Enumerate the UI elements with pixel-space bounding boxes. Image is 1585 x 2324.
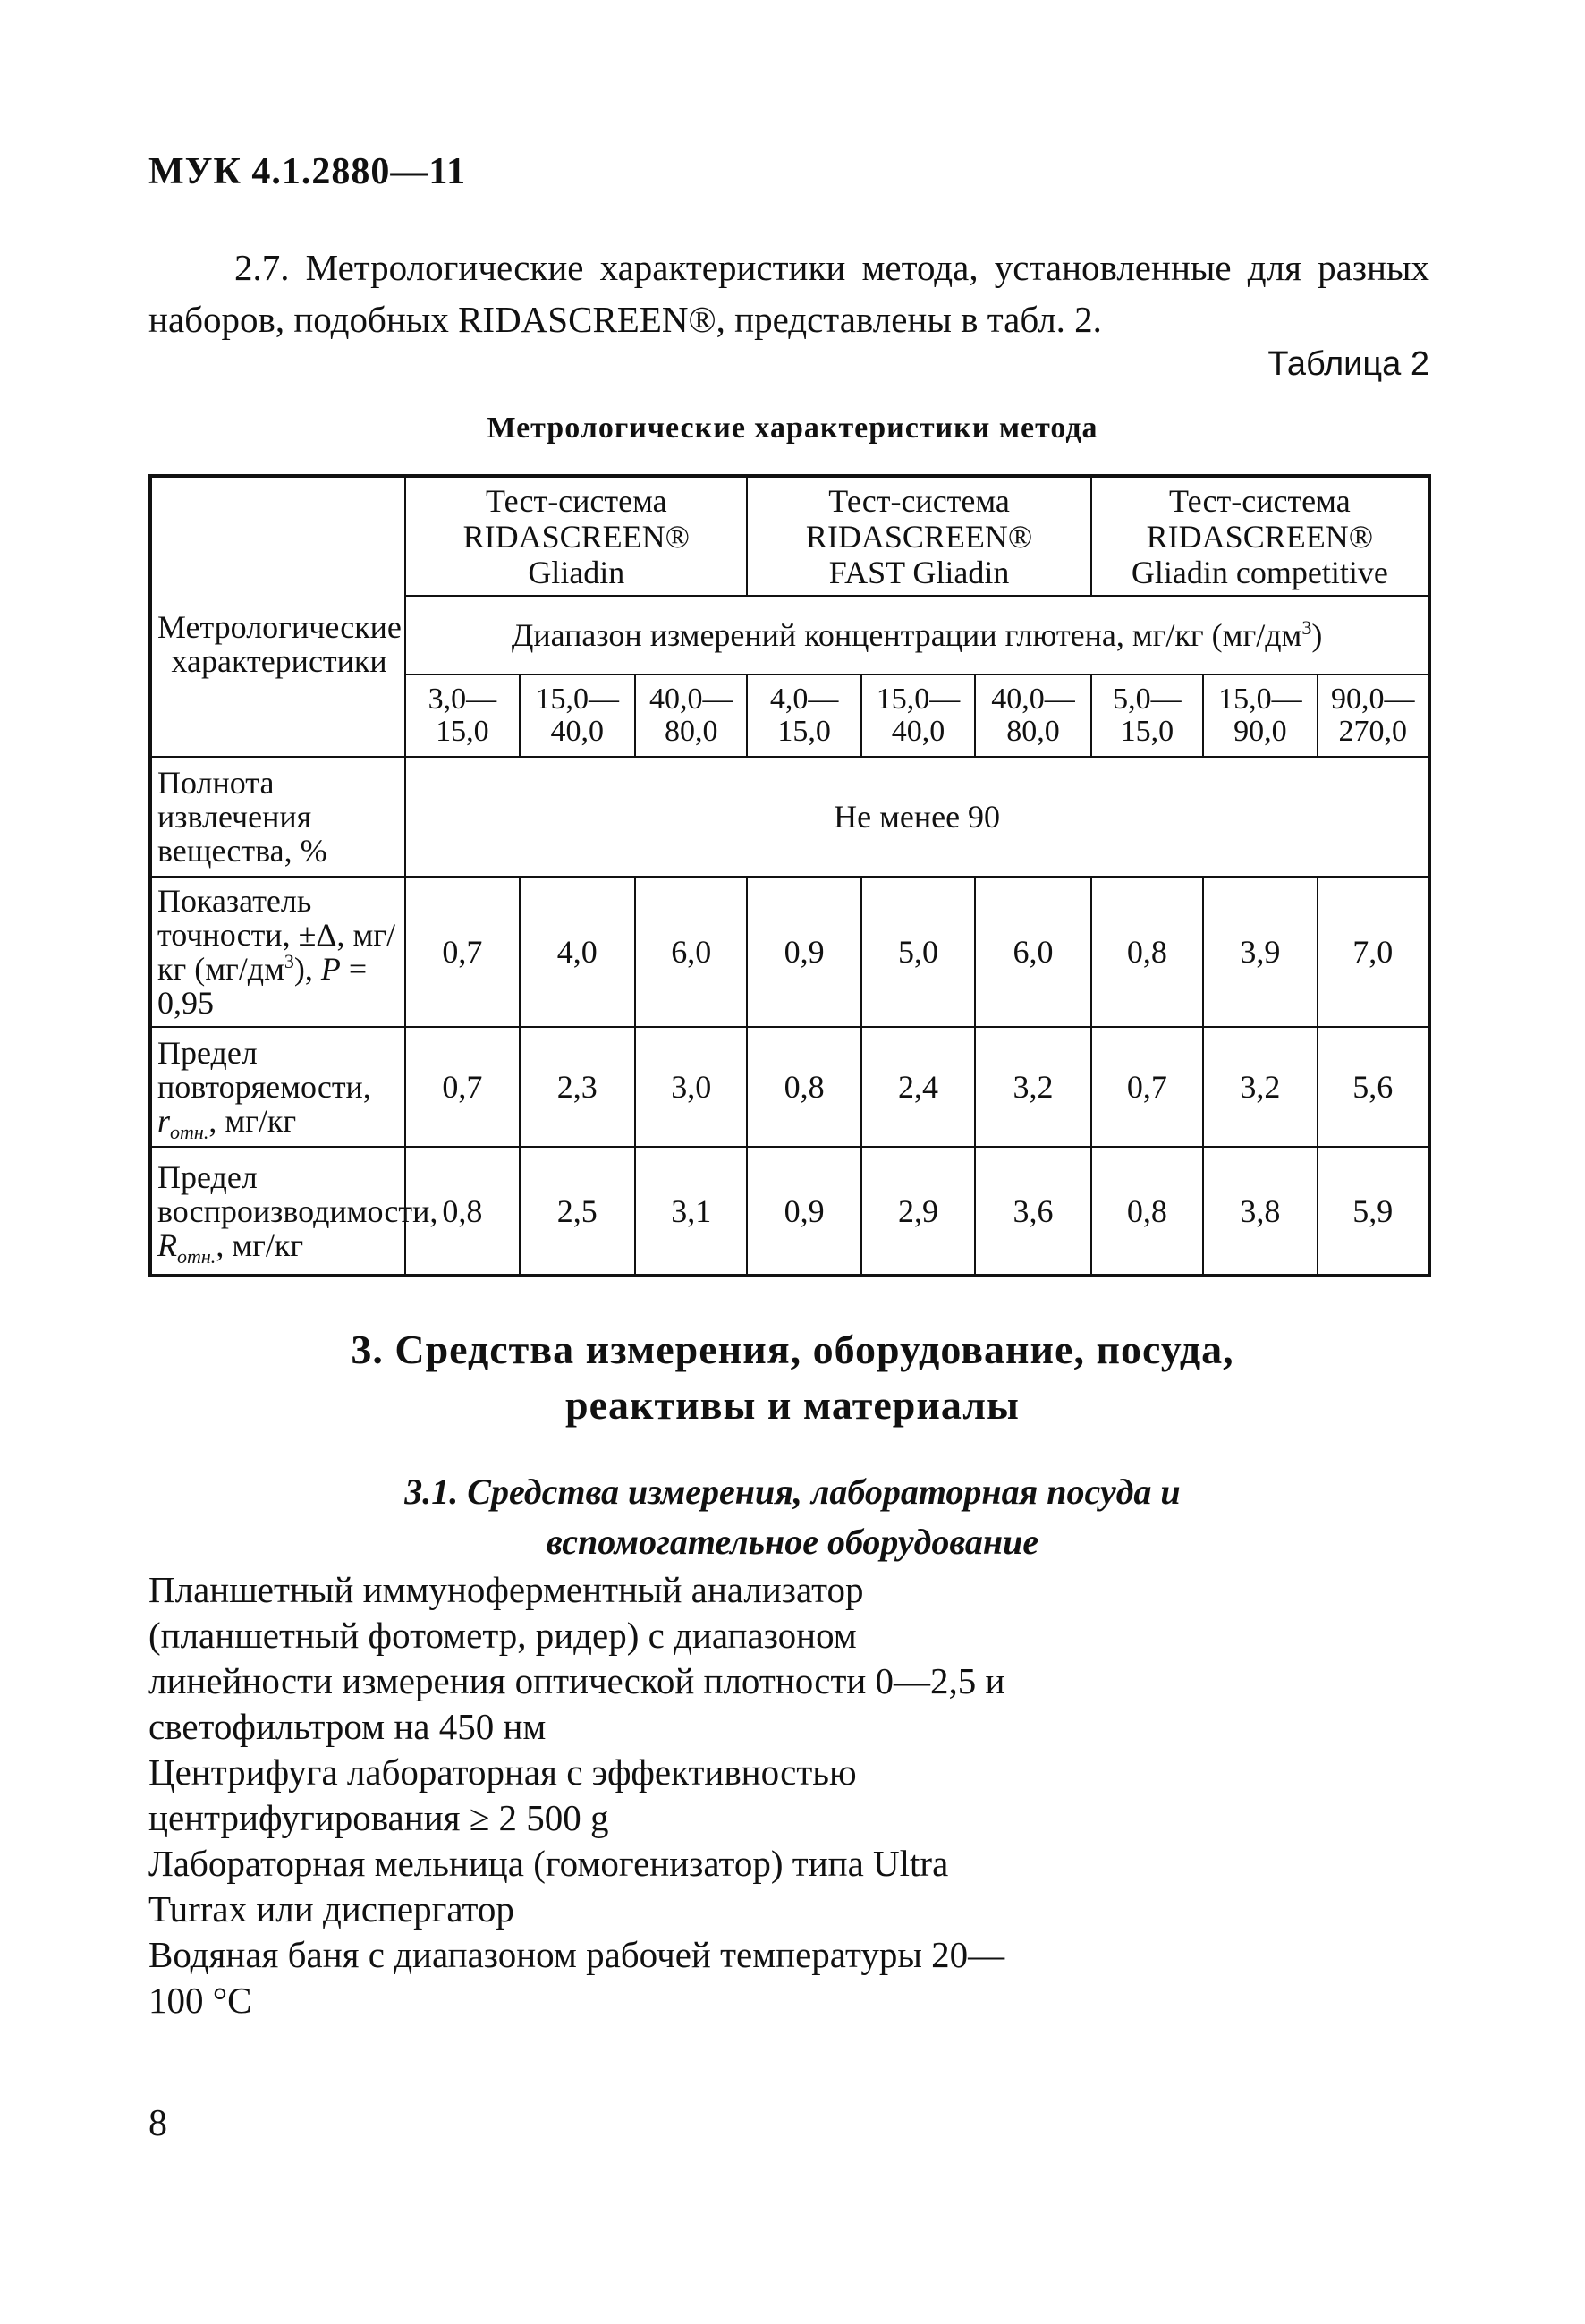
range-to: 40,0 [550, 715, 605, 748]
accuracy-label-a: Показатель точности, ±Δ, мг/кг (мг/дм [157, 883, 396, 987]
recovery-merged-value: Не менее 90 [405, 757, 1429, 877]
accuracy-label-p: P [320, 951, 341, 987]
row-label-recovery: Полнота извлечения вещества, % [150, 757, 405, 877]
table-cell: 0,7 [405, 877, 519, 1027]
reproducibility-label-sub: отн. [177, 1244, 216, 1268]
range-from: 5,0— [1113, 683, 1182, 716]
table-cell: 5,9 [1318, 1147, 1429, 1276]
table-cell: 6,0 [635, 877, 747, 1027]
table-cell: 0,8 [1091, 1147, 1203, 1276]
table-number-label: Таблица 2 [1267, 345, 1429, 383]
system-1-line3: Gliadin [528, 554, 625, 590]
list-item: Центрифуга лабораторная с эффективностью центрифугирования ≥ 2 500 g [148, 1751, 857, 1838]
accuracy-label-sup: 3 [284, 950, 294, 972]
range-to: 15,0 [777, 715, 831, 748]
range-cell [1203, 674, 1317, 757]
table-cell: 3,9 [1203, 877, 1317, 1027]
range-to: 15,0 [436, 715, 489, 748]
system-3-line3: Gliadin competitive [1131, 554, 1388, 590]
accuracy-label-c: = 0,95 [157, 951, 368, 1021]
table-cell: 2,3 [520, 1027, 635, 1147]
table-cell: 0,9 [747, 877, 860, 1027]
range-cell [635, 674, 747, 757]
table-cell: 2,4 [861, 1027, 975, 1147]
range-from: 3,0— [428, 683, 497, 716]
range-to: 15,0 [1120, 715, 1174, 748]
range-from: 4,0— [769, 683, 839, 716]
table-row-recovery [150, 757, 1429, 877]
range-from: 90,0— [1331, 683, 1415, 716]
reproducibility-label-a: Предел воспроизводимости, [157, 1158, 438, 1229]
system-2-line3: FAST Gliadin [828, 554, 1010, 590]
table-cell: 0,9 [747, 1147, 860, 1276]
range-from: 15,0— [1218, 683, 1302, 716]
range-to: 270,0 [1338, 715, 1407, 748]
system-3-line2: RIDASCREEN® [1146, 518, 1374, 555]
table-cell: 0,7 [405, 1027, 519, 1147]
document-code-header: МУК 4.1.2880—11 [148, 151, 467, 192]
table-row-repeatability [150, 1027, 1429, 1147]
list-item: Лабораторная мельница (гомогенизатор) типа Ultra Turrax или диспергатор [148, 1843, 949, 1930]
system-1-line2: RIDASCREEN® [462, 518, 690, 555]
subsection-3-1-title-text: 3.1. Средства измерения, лабораторная посуда и вспомогательное оборудование [404, 1472, 1181, 1562]
system-header-3 [1091, 476, 1429, 596]
table-title: Метрологические характеристики метода [487, 411, 1098, 445]
table-cell: 3,2 [1203, 1027, 1317, 1147]
table-cell: 3,2 [975, 1027, 1090, 1147]
system-1-line1: Тест-система [485, 482, 667, 519]
table-cell: 5,0 [861, 877, 975, 1027]
table-cell: 0,8 [405, 1147, 519, 1276]
section-3-title-text: 3. Средства измерения, оборудование, посуда, реактивы и материалы [351, 1327, 1234, 1428]
page-number: 8 [148, 2103, 167, 2144]
table-cell: 7,0 [1318, 877, 1429, 1027]
row-label-reproducibility [150, 1147, 438, 1276]
range-cell [520, 674, 635, 757]
table-cell: 2,5 [520, 1147, 635, 1276]
table-cell: 4,0 [520, 877, 635, 1027]
range-cell [405, 674, 519, 757]
metrological-characteristics-table [148, 474, 1431, 1277]
repeatability-label-a: Предел повторяемости, [157, 1035, 371, 1105]
range-from: 40,0— [648, 683, 733, 716]
table-cell: 3,1 [635, 1147, 747, 1276]
corner-header-text: Метрологические характеристики [157, 608, 402, 679]
table-cell: 3,6 [975, 1147, 1090, 1276]
range-header-text: Диапазон измерений концентрации глютена, мг/кг (мг/дм [511, 617, 1302, 653]
range-cell [1318, 674, 1429, 757]
range-to: 90,0 [1233, 715, 1287, 748]
table-row-accuracy [150, 877, 1429, 1027]
repeatability-label-sym: r [157, 1103, 171, 1139]
table-cell: 2,9 [861, 1147, 975, 1276]
table-cell: 3,0 [635, 1027, 747, 1147]
range-from: 15,0— [876, 683, 961, 716]
table-cell: 0,8 [1091, 877, 1203, 1027]
system-header-1 [405, 476, 747, 596]
range-to: 80,0 [664, 715, 718, 748]
range-to: 40,0 [891, 715, 945, 748]
row-label-accuracy [150, 877, 405, 1027]
equipment-list [148, 1567, 1043, 2023]
system-2-line1: Тест-система [828, 482, 1010, 519]
system-header-2 [747, 476, 1090, 596]
repeatability-label-sub: отн. [170, 1121, 209, 1144]
table-cell: 0,7 [1091, 1027, 1203, 1147]
range-to: 80,0 [1006, 715, 1060, 748]
range-header-cell [405, 596, 1429, 674]
reproducibility-label-sym: R [157, 1226, 177, 1263]
range-from: 40,0— [991, 683, 1075, 716]
table-cell: 3,8 [1203, 1147, 1317, 1276]
table-cell: 0,8 [747, 1027, 860, 1147]
range-header-sup: 3 [1301, 616, 1312, 639]
range-header-end: ) [1311, 617, 1323, 653]
corner-header-cell [150, 476, 405, 757]
system-3-line1: Тест-система [1169, 482, 1351, 519]
row-label-repeatability [150, 1027, 405, 1147]
list-item: Планшетный иммуноферментный анализатор (планшетный фотометр, ридер) с диапазоном линейности измерения оптической плотности 0—2,5 и светофильтром на 450 нм [148, 1569, 1005, 1747]
section-3-title [0, 1322, 1585, 1433]
subsection-3-1-title [0, 1467, 1585, 1567]
table-cell: 6,0 [975, 877, 1090, 1027]
intro-paragraph: 2.7. Метрологические характеристики метода, установленные для разных наборов, подобных RIDASCREEN®, представлены в табл. 2. [148, 247, 1429, 340]
table-row-reproducibility [150, 1147, 1429, 1276]
repeatability-label-b: , мг/кг [208, 1103, 297, 1139]
range-from: 15,0— [535, 683, 620, 716]
table-cell: 5,6 [1318, 1027, 1429, 1147]
system-2-line2: RIDASCREEN® [805, 518, 1033, 555]
range-cell [1091, 674, 1203, 757]
accuracy-label-b: ), [293, 951, 321, 987]
reproducibility-label-b: , мг/кг [216, 1226, 304, 1263]
list-item: Водяная баня с диапазоном рабочей температуры 20—100 °С [148, 1934, 1005, 2021]
range-cell [975, 674, 1090, 757]
range-cell [747, 674, 860, 757]
range-cell [861, 674, 975, 757]
